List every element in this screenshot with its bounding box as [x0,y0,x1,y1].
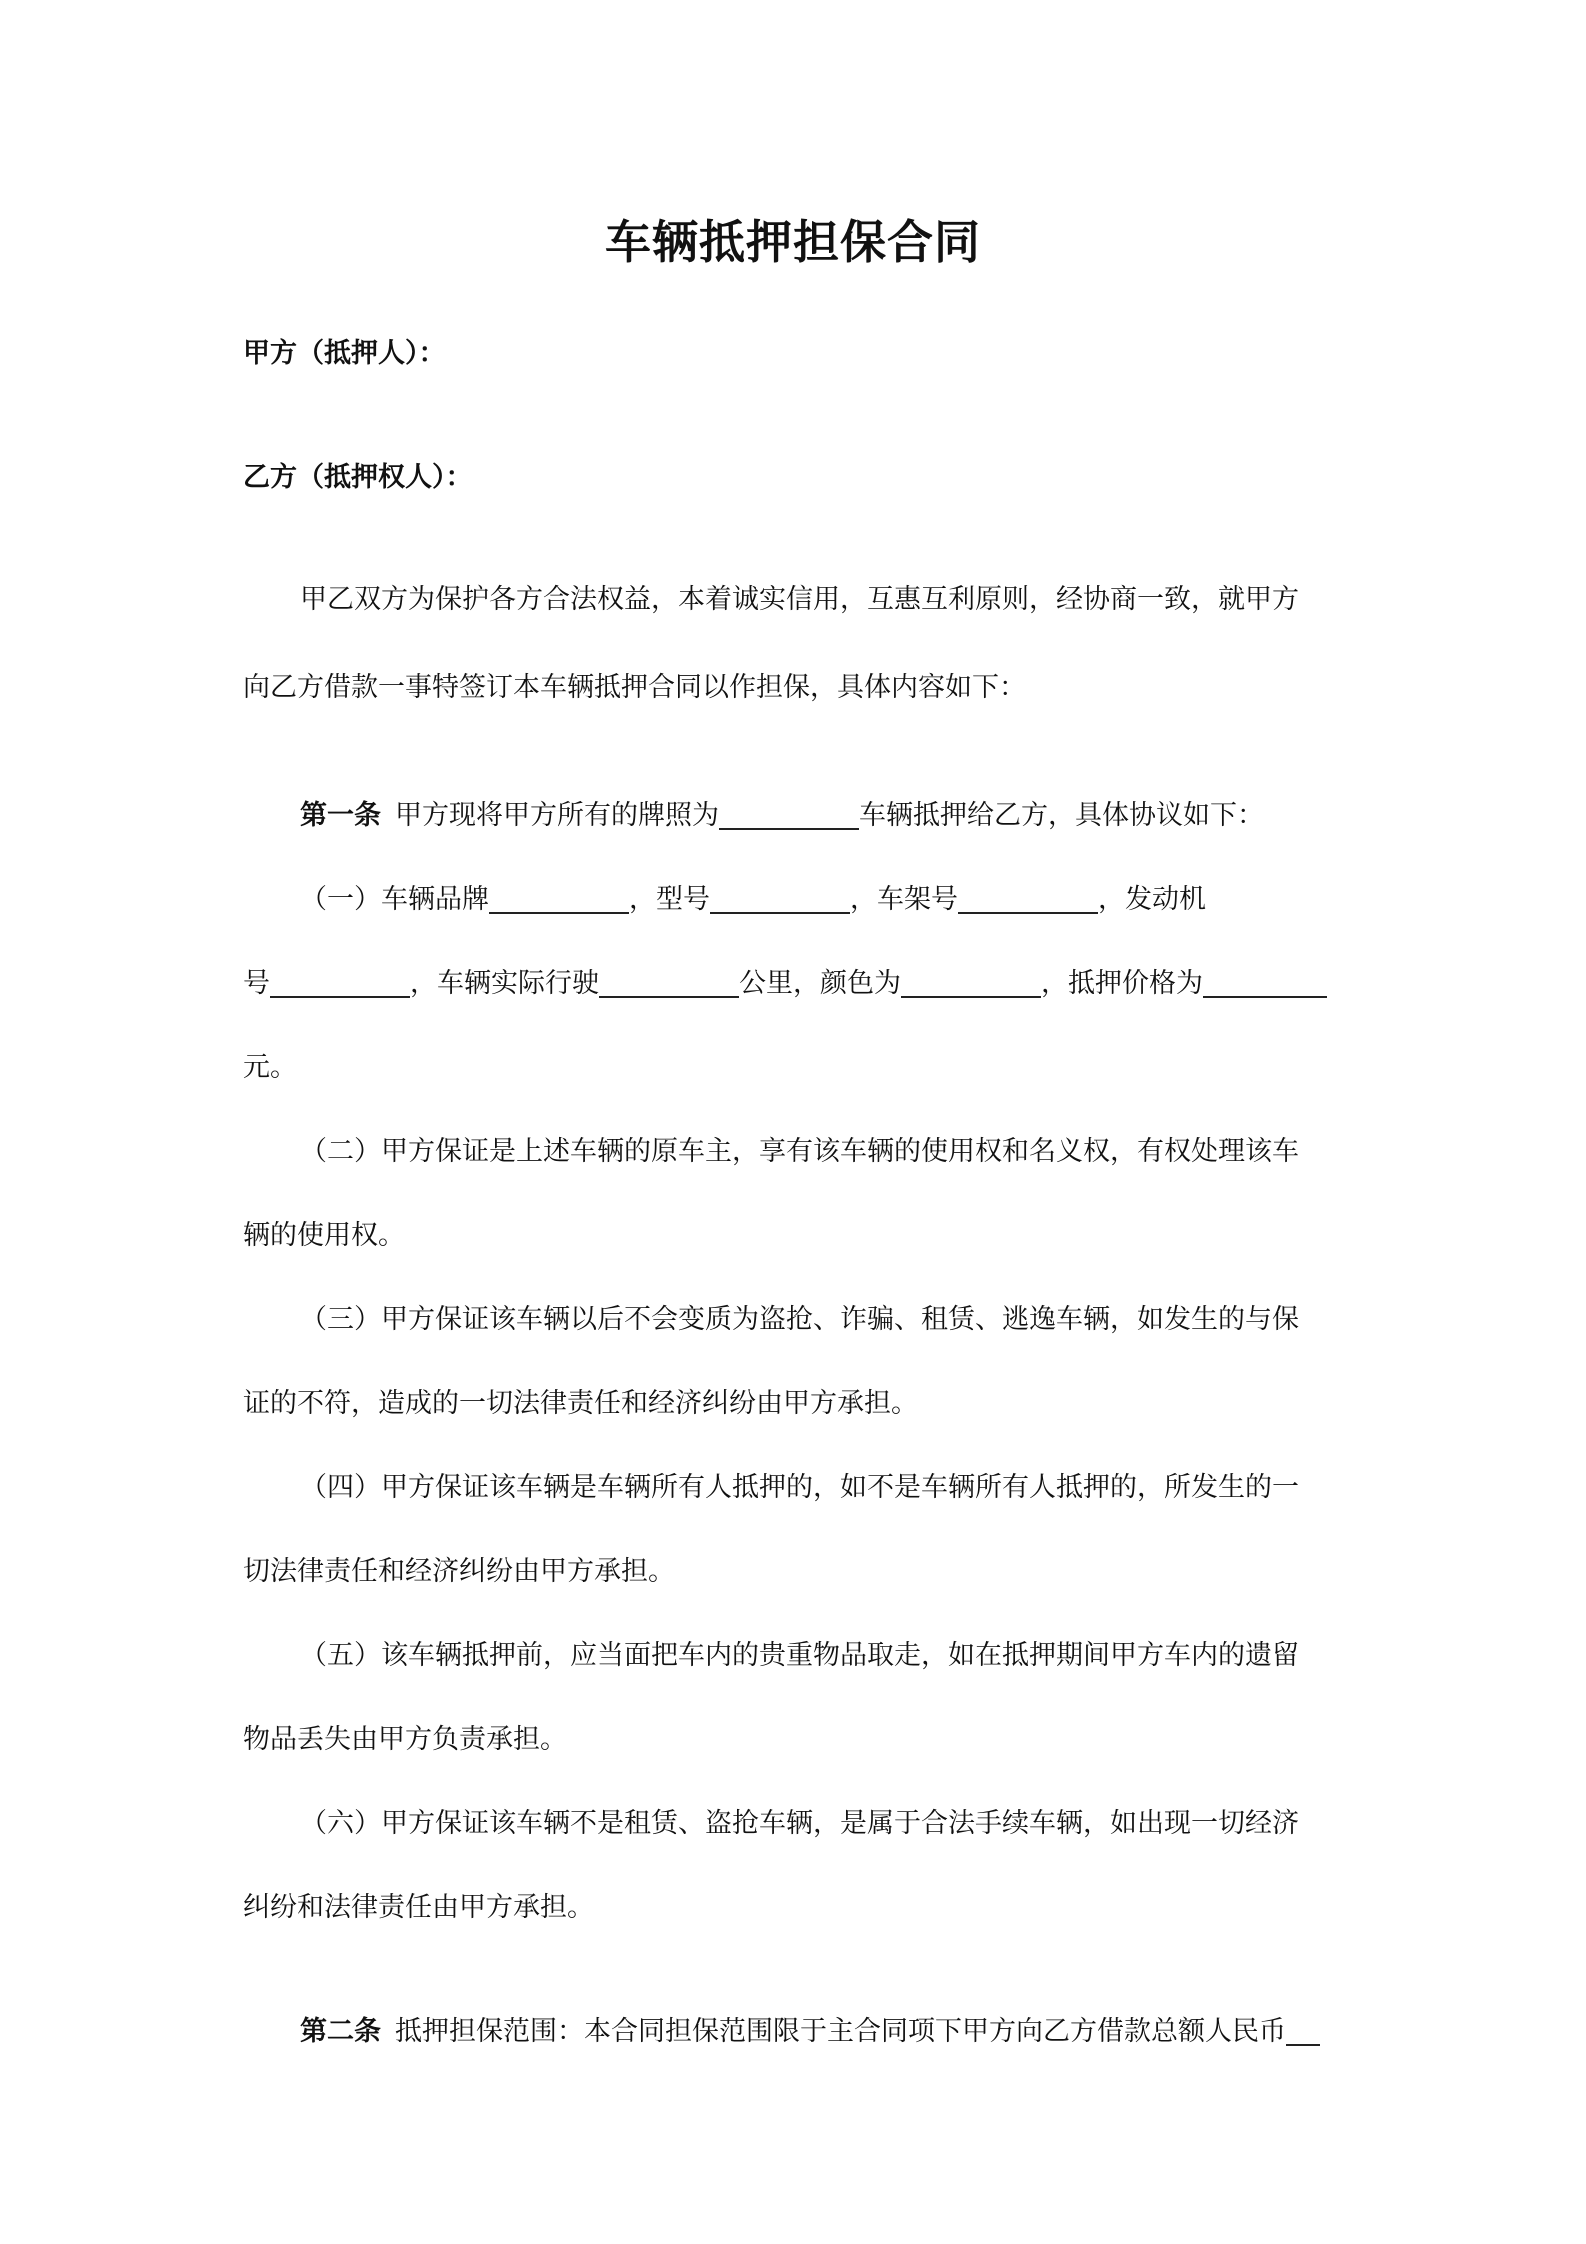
brand-blank[interactable] [489,882,629,914]
item-1-mileage-label: ，车辆实际行驶 [410,968,599,999]
item-6-line-2: 纠纷和法律责任由甲方承担。 [243,1892,594,1923]
party-b-label: 乙方（抵押权人）： [243,462,473,493]
loan-amount-blank[interactable] [1286,2014,1320,2046]
article-1-text-b: 车辆抵押给乙方，具体协议如下： [859,800,1264,831]
item-1-model-label: ，型号 [629,884,710,915]
article-1-line [300,796,1353,836]
article-2-heading: 第二条 [300,2016,381,2047]
item-2-line-1: （二）甲方保证是上述车辆的原车主，享有该车辆的使用权和名义权，有权处理该车 [300,1136,1299,1167]
article-1-text-a: 甲方现将甲方所有的牌照为 [395,800,719,831]
article-2-line [300,2012,1353,2052]
item-1-line-2 [243,964,1353,1004]
price-blank[interactable] [1203,966,1327,998]
item-4-line-1: （四）甲方保证该车辆是车辆所有人抵押的，如不是车辆所有人抵押的，所发生的一 [300,1472,1299,1503]
item-1-line-1 [300,880,1353,920]
item-1-brand-label: （一）车辆品牌 [300,884,489,915]
item-2-line-2: 辆的使用权。 [243,1220,405,1251]
mileage-blank[interactable] [599,966,739,998]
item-1-frame-label: ，车架号 [850,884,958,915]
item-6-line-1: （六）甲方保证该车辆不是租赁、盗抢车辆，是属于合法手续车辆，如出现一切经济 [300,1808,1299,1839]
document-title: 车辆抵押担保合同 [605,215,981,269]
preamble-line-2: 向乙方借款一事特签订本车辆抵押合同以作担保，具体内容如下： [243,672,1026,703]
party-a-label: 甲方（抵押人）： [243,338,446,369]
item-1-engine-no-label: 号 [243,968,270,999]
item-5-line-1: （五）该车辆抵押前，应当面把车内的贵重物品取走，如在抵押期间甲方车内的遗留 [300,1640,1299,1671]
frame-number-blank[interactable] [958,882,1098,914]
item-1-line-3: 元。 [243,1052,297,1083]
color-blank[interactable] [901,966,1041,998]
article-2-text: 抵押担保范围：本合同担保范围限于主合同项下甲方向乙方借款总额人民币 [395,2016,1286,2047]
item-1-color-label: 公里，颜色为 [739,968,901,999]
item-3-line-2: 证的不符，造成的一切法律责任和经济纠纷由甲方承担。 [243,1388,918,1419]
preamble-line-1: 甲乙双方为保护各方合法权益，本着诚实信用，互惠互利原则，经协商一致，就甲方 [300,584,1299,615]
license-plate-blank[interactable] [719,798,859,830]
item-3-line-1: （三）甲方保证该车辆以后不会变质为盗抢、诈骗、租赁、逃逸车辆，如发生的与保 [300,1304,1299,1335]
item-1-engine-label: ，发动机 [1098,884,1206,915]
engine-number-blank[interactable] [270,966,410,998]
item-5-line-2: 物品丢失由甲方负责承担。 [243,1724,567,1755]
model-blank[interactable] [710,882,850,914]
item-4-line-2: 切法律责任和经济纠纷由甲方承担。 [243,1556,675,1587]
article-1-heading: 第一条 [300,800,381,831]
item-1-price-label: ，抵押价格为 [1041,968,1203,999]
